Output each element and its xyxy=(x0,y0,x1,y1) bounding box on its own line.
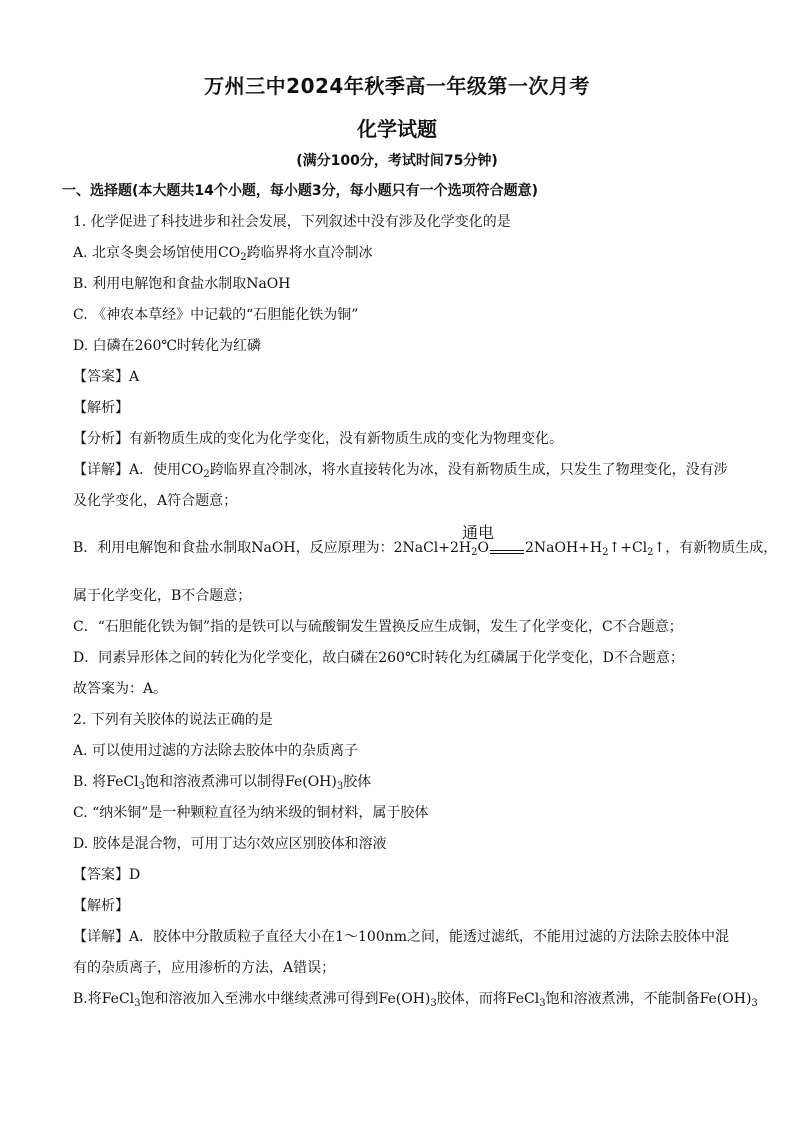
q1-detail-c: C．“石胆能化铁为铜”指的是铁可以与硫酸铜发生置换反应生成铜，发生了化学变化，C不合题意； xyxy=(73,619,683,635)
q2-analysis-tag: 【解析】 xyxy=(73,898,129,914)
q1-analysis-tag: 【解析】 xyxy=(73,400,129,416)
section-heading: 一、选择题(本大题共14个小题，每小题3分，每小题只有一个选项符合题意) xyxy=(62,183,539,199)
q1-detail-a: 【详解】A．使用$CO_2$跨临界直冷制冰，将水直接转化为冰，没有新物质生成，只发生了物理变化，没有涉 xyxy=(73,462,728,480)
q1-answer: 【答案】A xyxy=(73,369,140,385)
q1-detail-b: B．利用电解饱和食盐水制取NaOH，反应原理为：$2NaCl+2H_2O$ $2NaOH+H_2↑+Cl_2↑$，有新物质生成， xyxy=(73,540,778,558)
q2-option-d: D. 胶体是混合物，可用丁达尔效应区别胶体和溶液 xyxy=(73,836,387,852)
q2-detail-a: 【详解】A．胶体中分散质粒子直径大小在1～100nm之间，能透过滤纸，不能用过滤的方法除去胶体中混 xyxy=(73,929,730,945)
q1-conclusion: 故答案为：A。 xyxy=(73,681,168,697)
school-title: 万州三中2024年秋季高一年级第一次月考 xyxy=(204,74,590,98)
reaction-condition: 通电 xyxy=(462,523,495,542)
q2-option-b: B. 将FeCl$_3$饱和溶液煮沸可以制得$Fe(OH)_3$胶体 xyxy=(73,774,372,792)
q2-detail-a-cont: 有的杂质离子，应用渗析的方法，A错误； xyxy=(73,960,336,976)
q1-stem: 1. 化学促进了科技进步和社会发展，下列叙述中没有涉及化学变化的是 xyxy=(73,214,511,230)
q2-option-c: C. “纳米铜”是一种颗粒直径为纳米级的铜材料，属于胶体 xyxy=(73,805,429,821)
q1-detail-a-cont: 及化学变化，A符合题意； xyxy=(73,493,238,509)
q1-option-c: C. 《神农本草经》中记载的“石胆能化铁为铜” xyxy=(73,307,359,323)
q1-detail-d: D．同素异形体之间的转化为化学变化，故白磷在260℃时转化为红磷属于化学变化，D不合题意； xyxy=(73,650,684,666)
q1-option-a: A. 北京冬奥会场馆使用$CO_2$跨临界将水直冷制冰 xyxy=(73,245,373,263)
q2-stem: 2. 下列有关胶体的说法正确的是 xyxy=(73,712,273,728)
exam-info: (满分100分，考试时间75分钟) xyxy=(296,153,498,169)
q2-answer: 【答案】D xyxy=(73,867,141,883)
q1-option-d: D. 白磷在260℃时转化为红磷 xyxy=(73,338,262,354)
q1-option-b: B. 利用电解饱和食盐水制取NaOH xyxy=(73,276,291,292)
equals-arrow xyxy=(490,550,524,554)
q1-detail-b-cont: 属于化学变化，B不合题意； xyxy=(73,588,252,604)
q2-detail-b: B.将FeCl$_3$饱和溶液加入至沸水中继续煮沸可得到$Fe(OH)_3$胶体，而将FeCl$_3$饱和溶液煮沸，不能制备$Fe(OH)_3$ xyxy=(73,991,758,1009)
q2-option-a: A. 可以使用过滤的方法除去胶体中的杂质离子 xyxy=(73,743,359,759)
q1-fenxi: 【分析】有新物质生成的变化为化学变化，没有新物质生成的变化为物理变化。 xyxy=(73,431,563,447)
subject-title: 化学试题 xyxy=(357,117,437,141)
